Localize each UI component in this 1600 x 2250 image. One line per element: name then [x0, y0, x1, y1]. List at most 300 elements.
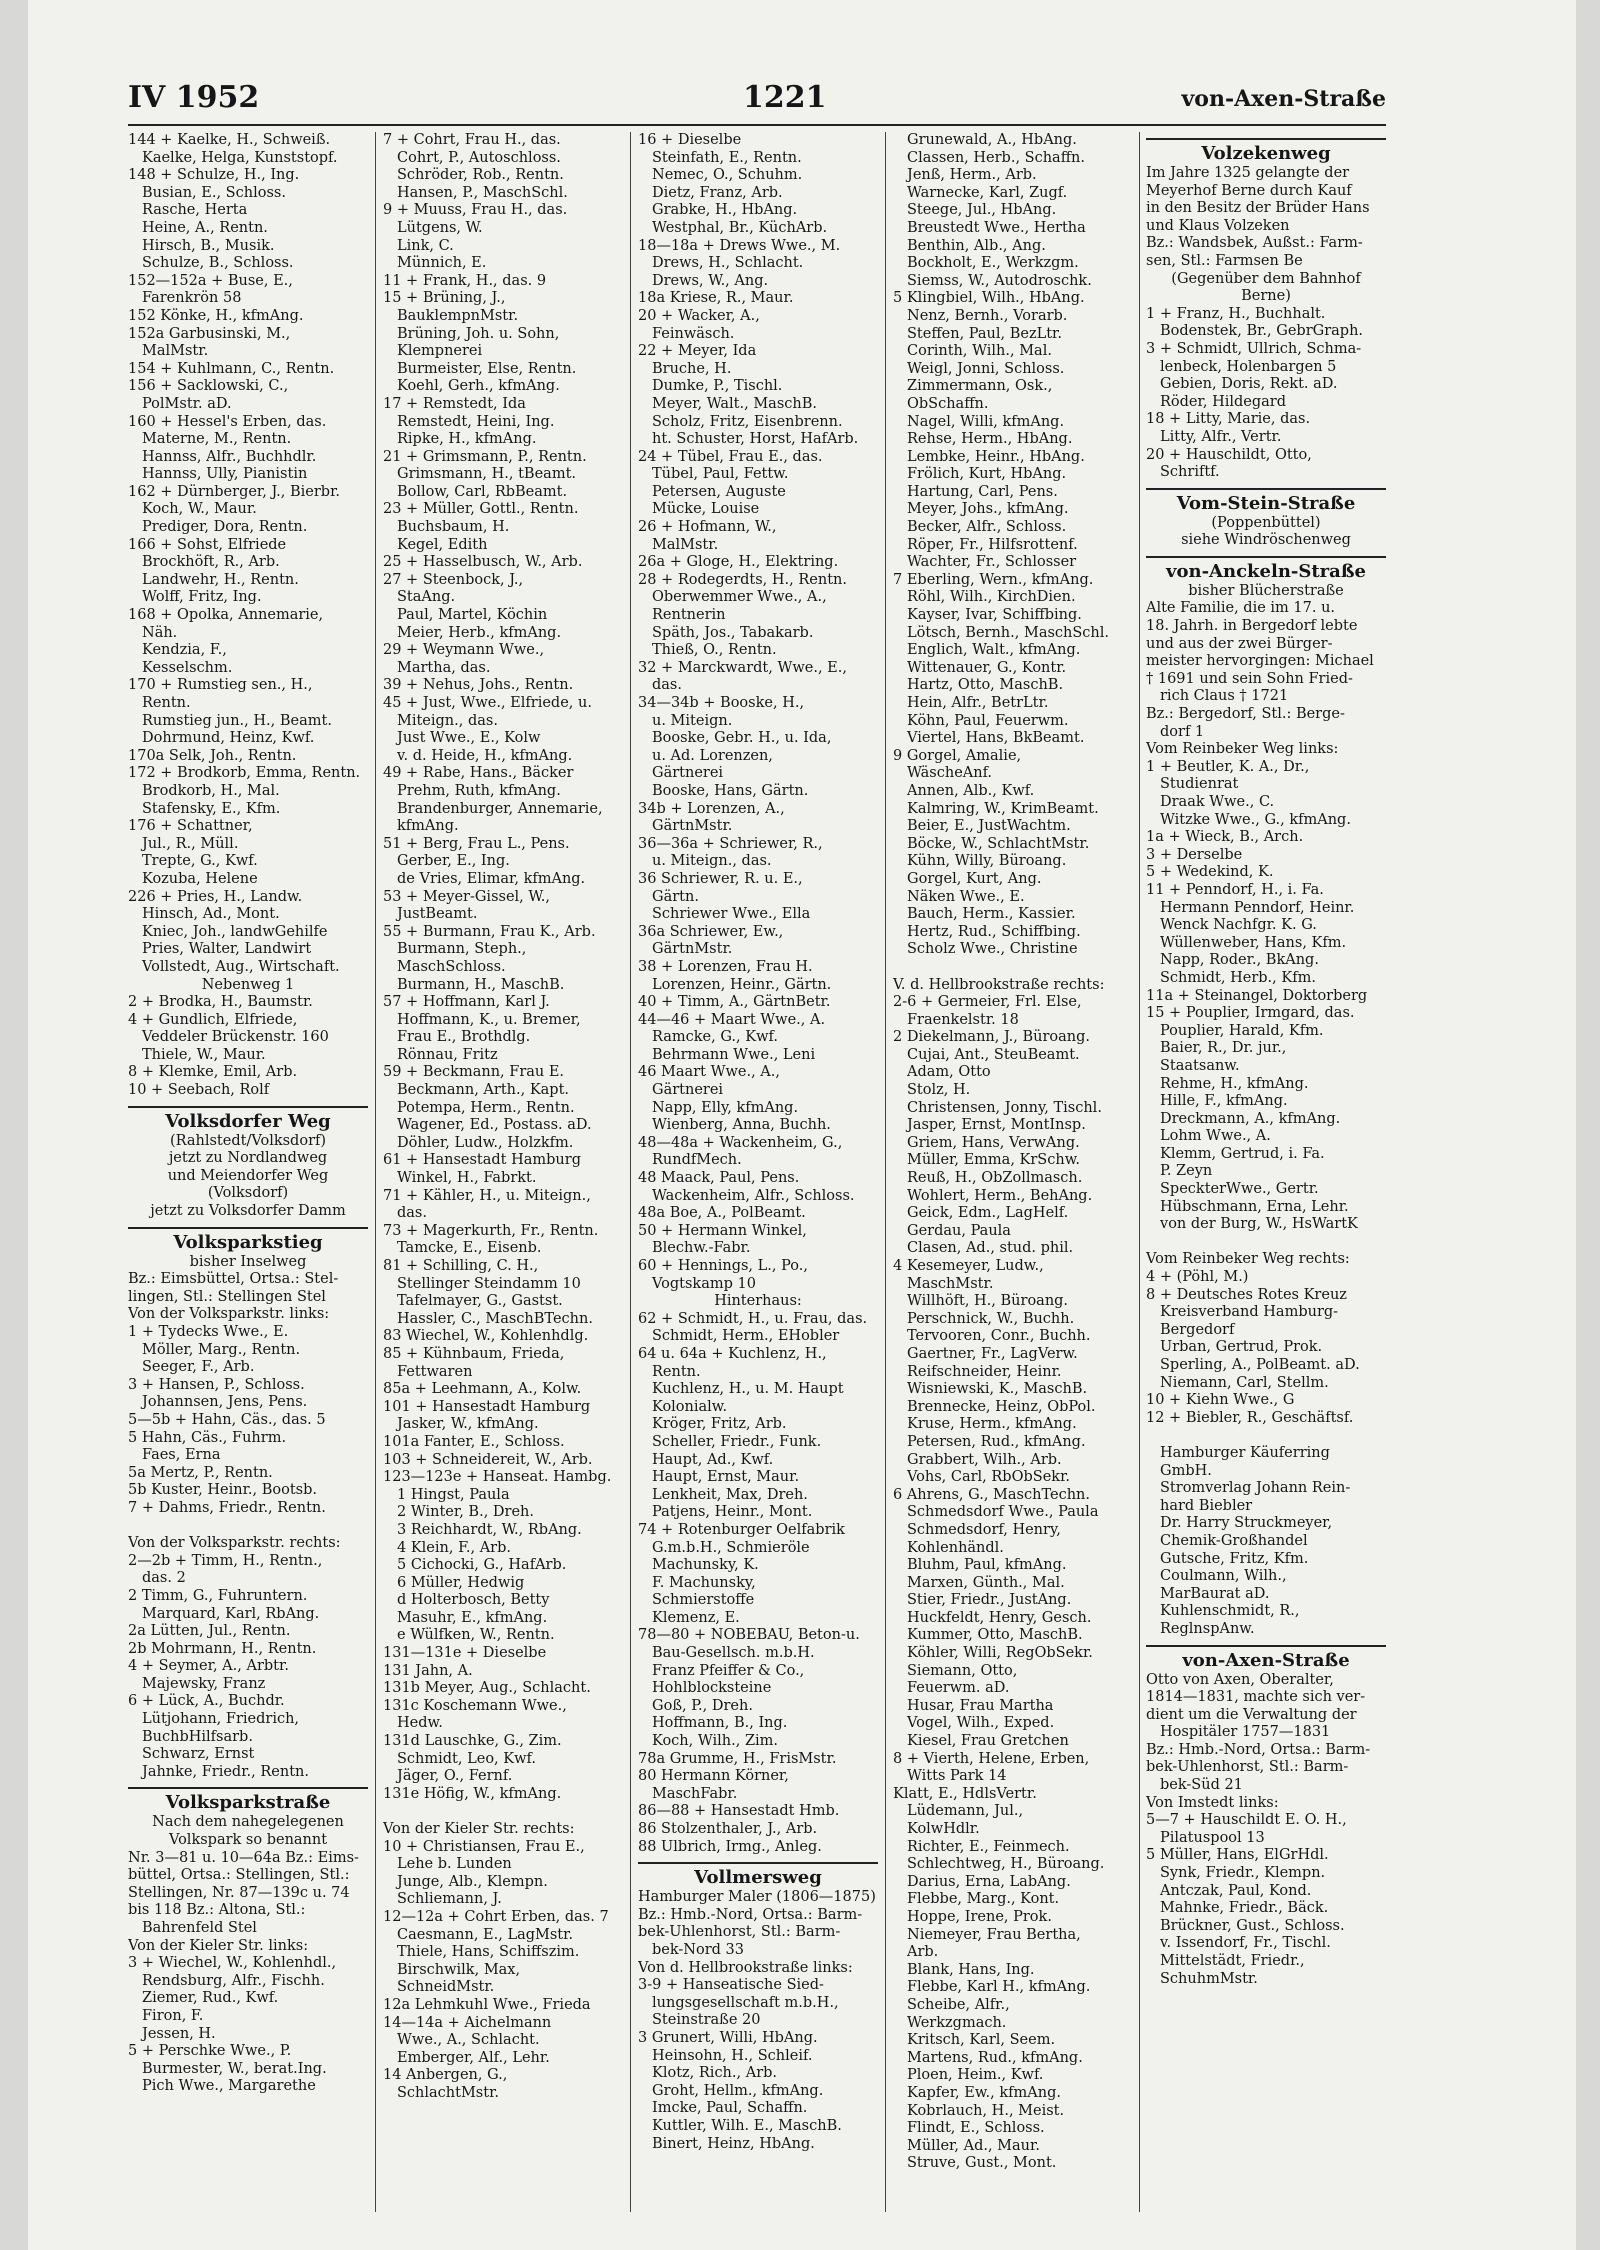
directory-entry: 3 Grunert, Willi, HbAng.	[638, 2029, 818, 2046]
directory-entry: Hille, F., kfmAng.	[1160, 1093, 1288, 1110]
directory-entry: Brennecke, Heinz, ObPol.	[907, 1398, 1096, 1415]
directory-entry: 18a Kriese, R., Maur.	[638, 290, 794, 307]
directory-entry: 12—12a + Cohrt Erben, das. 7	[383, 1908, 609, 1925]
directory-entry: ObSchaffn.	[907, 395, 989, 412]
directory-page	[128, 72, 1386, 2222]
directory-entry: 15 + Pouplier, Irmgard, das.	[1146, 1005, 1355, 1022]
directory-entry: Hamburger Maler (1806—1875)	[638, 1889, 876, 1906]
directory-entry: Pouplier, Harald, Kfm.	[1160, 1022, 1324, 1039]
directory-entry: Von der Volksparkstr. links:	[128, 1306, 330, 1323]
directory-entry: Koch, W., Maur.	[142, 501, 257, 518]
directory-entry: Rehme, H., kfmAng.	[1160, 1075, 1309, 1092]
directory-entry: lungsgesellschaft m.b.H.,	[652, 1994, 839, 2011]
directory-entry: 4 Kesemeyer, Ludw.,	[893, 1258, 1044, 1274]
directory-entry: Kiesel, Frau Gretchen	[907, 1733, 1069, 1750]
directory-entry: Urban, Gertrud, Prok.	[1160, 1339, 1323, 1356]
directory-entry: Wohlert, Herm., BehAng.	[907, 1187, 1093, 1204]
directory-entry: 18 + Litty, Marie, das.	[1146, 411, 1311, 428]
directory-entry: Paul, Martel, Köchin	[397, 607, 548, 624]
directory-entry: Dohrmund, Heinz, Kwf.	[142, 730, 315, 747]
directory-entry: Burmann, Steph.,	[397, 941, 527, 958]
directory-entry: 1 + Beutler, K. A., Dr.,	[1146, 758, 1310, 775]
directory-entry: 18. Jahrh. in Bergedorf lebte	[1146, 618, 1358, 635]
directory-entry: Lüdemann, Jul.,	[907, 1803, 1024, 1820]
directory-entry: Ripke, H., kfmAng.	[397, 431, 537, 448]
directory-entry: 11 + Penndorf, H., i. Fa.	[1146, 881, 1324, 898]
directory-entry: 2a Lütten, Jul., Rentn.	[128, 1623, 291, 1640]
directory-entry: Nr. 3—81 u. 10—64a Bz.: Eims-	[128, 1849, 359, 1866]
directory-entry: Brückner, Gust., Schloss.	[1160, 1917, 1345, 1934]
directory-entry: Steinfath, E., Rentn.	[652, 149, 802, 166]
directory-entry: 10 + Kiehn Wwe., G	[1146, 1392, 1295, 1409]
directory-entry: Dietz, Franz, Arb.	[652, 184, 783, 201]
directory-entry: Niemeyer, Frau Bertha,	[907, 1926, 1081, 1943]
directory-entry: Hamburger Käuferring	[1160, 1444, 1330, 1461]
directory-entry: Kapfer, Ew., kfmAng.	[907, 2084, 1061, 2101]
column-5	[1146, 132, 1386, 2222]
directory-entry: 85a + Leehmann, A., Kolw.	[383, 1381, 582, 1398]
directory-entry: Stier, Friedr., JustAng.	[907, 1592, 1072, 1609]
directory-entry: 78a Grumme, H., FrisMstr.	[638, 1750, 837, 1767]
directory-entry: 53 + Meyer-Gissel, W.,	[383, 888, 550, 905]
directory-entry: 27 + Steenbock, J.,	[383, 571, 524, 588]
directory-entry: 152—152a + Buse, E.,	[128, 272, 293, 289]
directory-entry: Bockholt, E., Werkzgm.	[907, 255, 1079, 272]
directory-entry: 1 + Tydecks Wwe., E.	[128, 1324, 289, 1340]
directory-entry: Kruse, Herm., kfmAng.	[907, 1416, 1077, 1433]
directory-entry: 3 Reichhardt, W., RbAng.	[397, 1521, 582, 1538]
directory-entry: 21 + Grimsmann, P., Rentn.	[383, 448, 587, 465]
directory-entry: Stellingen, Nr. 87—139c u. 74	[128, 1884, 350, 1901]
directory-entry: MarBaurat aD.	[1160, 1585, 1270, 1602]
directory-entry: 3 + Wiechel, W., Kohlenhdl.,	[128, 1955, 337, 1972]
directory-entry: Trepte, G., Kwf.	[142, 853, 258, 870]
directory-entry: 48—48a + Wackenheim, G.,	[638, 1134, 843, 1151]
directory-entry: Ploen, Heim., Kwf.	[907, 2067, 1044, 2084]
directory-entry: Klemm, Gertrud, i. Fa.	[1160, 1145, 1325, 1162]
directory-entry: 80 Hermann Körner,	[638, 1768, 789, 1785]
directory-entry: Mücke, Louise	[652, 501, 760, 518]
directory-entry	[1146, 1427, 1386, 1445]
street-note: Nebenweg 1	[201, 976, 295, 993]
directory-entry: 131b Meyer, Aug., Schlacht.	[383, 1680, 591, 1697]
directory-entry: 46 Maart Wwe., A.,	[638, 1064, 780, 1081]
directory-entry: Hertz, Rud., Schiffbing.	[907, 923, 1081, 940]
street-note: (Rahlstedt/Volksdorf)	[169, 1132, 327, 1149]
directory-entry: 17 + Remstedt, Ida	[383, 395, 526, 412]
directory-entry: 16 + Dieselbe	[638, 132, 742, 148]
directory-entry: Späth, Jos., Tabakarb.	[652, 624, 814, 641]
directory-entry: Vom Reinbeker Weg links:	[1146, 741, 1339, 758]
directory-entry: Hannss, Alfr., Buchhdlr.	[142, 448, 317, 465]
directory-entry: Ziemer, Rud., Kwf.	[142, 1990, 279, 2007]
directory-entry: Corinth, Wilh., Mal.	[907, 343, 1052, 360]
directory-entry: GärtnMstr.	[652, 941, 733, 958]
directory-entry: 131 Jahn, A.	[383, 1662, 473, 1679]
directory-entry: MaschFabr.	[652, 1785, 738, 1802]
directory-entry: Wagener, Ed., Postass. aD.	[397, 1117, 592, 1134]
directory-entry: P. Zeyn	[1160, 1163, 1213, 1180]
directory-entry: 5—5b + Hahn, Cäs., das. 5	[128, 1411, 326, 1428]
directory-entry: Hoppe, Irene, Prok.	[907, 1908, 1052, 1925]
directory-entry: 5 Hahn, Cäs., Fuhrm.	[128, 1429, 287, 1446]
directory-entry: 83 Wiechel, W., Kohlenhdlg.	[383, 1328, 589, 1345]
directory-entry: Lehe b. Lunden	[397, 1856, 512, 1873]
directory-entry: Johannsen, Jens, Pens.	[142, 1394, 308, 1411]
street-heading: Vollmersweg	[638, 1862, 878, 1889]
directory-entry: 131e Höfig, W., kfmAng.	[383, 1785, 562, 1802]
street-heading: Volzekenweg	[1146, 138, 1386, 165]
directory-entry: v. Issendorf, Fr., Tischl.	[1160, 1935, 1331, 1952]
directory-entry: Huckfeldt, Henry, Gesch.	[907, 1609, 1092, 1626]
directory-entry: 61 + Hansestadt Hamburg	[383, 1152, 581, 1169]
directory-entry: Möller, Marg., Rentn.	[142, 1341, 301, 1358]
directory-entry: 86—88 + Hansestadt Hmb.	[638, 1803, 840, 1820]
directory-entry: Wienberg, Anna, Buchh.	[652, 1117, 831, 1134]
directory-entry: Becker, Alfr., Schloss.	[907, 519, 1067, 536]
directory-entry: Schulze, B., Schloss.	[142, 255, 294, 272]
directory-entry: Gebien, Doris, Rekt. aD.	[1160, 376, 1338, 393]
directory-entry: GärtnMstr.	[652, 818, 733, 835]
directory-entry: Hansen, P., MaschSchl.	[397, 184, 568, 201]
directory-entry: 2 Diekelmann, J., Büroang.	[893, 1029, 1091, 1046]
directory-entry: Dumke, P., Tischl.	[652, 378, 783, 395]
directory-entry: Thieß, O., Rentn.	[652, 642, 777, 659]
directory-entry: 123—123e + Hanseat. Hambg.	[383, 1469, 612, 1486]
directory-entry: Englich, Walt., kfmAng.	[907, 642, 1081, 659]
directory-entry: 3 + Derselbe	[1146, 846, 1243, 863]
directory-entry: 36—36a + Schriewer, R.,	[638, 835, 823, 852]
directory-entry: MalMstr.	[652, 536, 719, 553]
street-heading: von-Axen-Straße	[1146, 1645, 1386, 1672]
directory-entry: Von der Kieler Str. rechts:	[383, 1821, 575, 1837]
directory-entry: Flebbe, Marg., Kont.	[907, 1891, 1060, 1908]
street-note: jetzt zu Volksdorfer Damm	[150, 1203, 346, 1220]
directory-entry: Pries, Walter, Landwirt	[142, 941, 312, 958]
directory-entry: Burmann, H., MaschB.	[397, 976, 565, 993]
directory-entry: Marxen, Günth., Mal.	[907, 1574, 1065, 1591]
directory-entry: Groht, Hellm., kfmAng.	[652, 2082, 824, 2099]
directory-entry: SchneidMstr.	[397, 1979, 495, 1996]
directory-entry: F. Machunsky,	[652, 1574, 756, 1591]
directory-entry: Stolz, H.	[907, 1082, 971, 1099]
directory-entry: RundfMech.	[652, 1152, 742, 1169]
directory-entry: Kuchlenz, H., u. M. Haupt	[652, 1381, 844, 1398]
directory-entry: Brandenburger, Annemarie,	[397, 800, 603, 817]
street-note: siehe Windröschenweg	[1181, 532, 1351, 549]
page-paper	[28, 0, 1576, 2250]
directory-entry: in den Besitz der Brüder Hans	[1146, 200, 1370, 217]
directory-entry: 50 + Hermann Winkel,	[638, 1222, 807, 1239]
directory-entry: Beckmann, Arth., Kapt.	[397, 1082, 570, 1099]
directory-entry: Hedw.	[397, 1715, 443, 1732]
street-note: (Gegenüber dem Bahnhof	[1171, 270, 1361, 287]
directory-entry: Grimsmann, H., tBeamt.	[397, 466, 576, 483]
directory-entry: Siemss, W., Autodroschk.	[907, 272, 1092, 289]
directory-entry: Adam, Otto	[907, 1064, 991, 1081]
directory-entry: Hein, Alfr., BetrLtr.	[907, 695, 1049, 711]
directory-entry: Schmidt, Leo, Kwf.	[397, 1750, 536, 1767]
directory-entry: Mahnke, Friedr., Bäck.	[1160, 1900, 1329, 1917]
directory-entry: 172 + Brodkorb, Emma, Rentn.	[128, 765, 361, 782]
directory-entry	[128, 1518, 368, 1536]
directory-entry: BuchbHilfsarb.	[142, 1728, 253, 1745]
directory-entry: Tafelmayer, G., Gastst.	[397, 1293, 563, 1310]
directory-entry: 40 + Timm, A., GärtnBetr.	[638, 994, 831, 1011]
directory-entry: Bollow, Carl, RbBeamt.	[397, 483, 568, 500]
directory-entry: Von d. Hellbrookstraße links:	[638, 1959, 853, 1976]
directory-entry: Lenkheit, Max, Dreh.	[652, 1486, 808, 1503]
directory-entry: Classen, Herb., Schaffn.	[907, 149, 1085, 166]
directory-entry: Gorgel, Kurt, Ang.	[907, 870, 1042, 887]
directory-entry: 8 + Deutsches Rotes Kreuz	[1146, 1286, 1347, 1303]
directory-entry: Kühn, Willy, Büroang.	[907, 853, 1067, 870]
directory-entry: Vogel, Wilh., Exped.	[907, 1715, 1055, 1732]
directory-entry: lingen, Stl.: Stellingen Stel	[128, 1288, 326, 1305]
directory-entry: Blechw.-Fabr.	[652, 1240, 751, 1257]
directory-entry: 1814—1831, machte sich ver-	[1146, 1689, 1366, 1706]
directory-entry: Bz.: Bergedorf, Stl.: Berge-	[1146, 706, 1345, 723]
directory-entry: 36a Schriewer, Ew.,	[638, 923, 784, 940]
directory-entry: Antczak, Paul, Kond.	[1160, 1882, 1312, 1899]
directory-entry: Schmidt, Herb., Kfm.	[1160, 969, 1316, 986]
directory-entry: Napp, Roder., BkAng.	[1160, 952, 1319, 969]
directory-entry: Tübel, Paul, Fettw.	[652, 466, 789, 483]
directory-entry: Müller, Ad., Maur.	[907, 2137, 1040, 2154]
directory-entry: Pilatuspool 13	[1160, 1829, 1265, 1846]
directory-entry: Rentn.	[652, 1363, 701, 1380]
directory-entry: 3 + Schmidt, Ullrich, Schma-	[1146, 340, 1362, 357]
directory-entry: Koehl, Gerh., kfmAng.	[397, 378, 560, 395]
directory-entry: Rentnerin	[652, 607, 726, 624]
directory-entry: 4 + Gundlich, Elfriede,	[128, 1011, 298, 1028]
directory-entry: 44—46 + Maart Wwe., A.	[638, 1011, 826, 1028]
directory-entry: Farenkrön 58	[142, 290, 242, 307]
directory-entry: 131—131e + Dieselbe	[383, 1645, 547, 1662]
directory-entry: Prehm, Ruth, kfmAng.	[397, 782, 561, 799]
directory-entry: Schliemann, J.	[397, 1891, 502, 1908]
directory-entry: Brockhöft, R., Arb.	[142, 554, 280, 571]
street-note: Hinterhaus:	[714, 1293, 802, 1310]
directory-entry: PolMstr. aD.	[142, 395, 232, 412]
directory-entry: Otto von Axen, Oberalter,	[1146, 1671, 1334, 1688]
directory-entry: 2 Winter, B., Dreh.	[397, 1504, 534, 1521]
directory-entry: Müller, Emma, KrSchw.	[907, 1152, 1081, 1169]
directory-entry: Staatsanw.	[1160, 1057, 1240, 1074]
directory-entry: Machunsky, K.	[652, 1557, 759, 1574]
directory-entry: Scholz, Fritz, Eisenbrenn.	[652, 413, 843, 430]
directory-entry: WäscheAnf.	[907, 765, 993, 782]
directory-entry: Jasper, Ernst, MontInsp.	[907, 1117, 1086, 1134]
directory-entry: Blank, Hans, Ing.	[907, 1961, 1035, 1978]
directory-entry: Clasen, Ad., stud. phil.	[907, 1240, 1074, 1257]
directory-entry: 45 + Just, Wwe., Elfriede, u.	[383, 695, 592, 711]
directory-entry: 5 + Perschke Wwe., P.	[128, 2043, 292, 2060]
directory-entry: Materne, M., Rentn.	[142, 431, 292, 448]
directory-entry: 71 + Kähler, H., u. Miteign.,	[383, 1187, 591, 1204]
directory-entry: 168 + Opolka, Annemarie,	[128, 607, 324, 624]
directory-entry: Booske, Gebr. H., u. Ida,	[652, 730, 832, 747]
directory-entry: 32 + Marckwardt, Wwe., E.,	[638, 659, 847, 676]
directory-entry: Gaertner, Fr., LagVerw.	[907, 1345, 1078, 1362]
directory-entry: Perschnick, W., Buchh.	[907, 1310, 1075, 1327]
column-divider	[885, 132, 886, 2212]
directory-entry: Fraenkelstr. 18	[907, 1011, 1019, 1028]
header-street: von-Axen-Straße	[1181, 86, 1386, 112]
street-note: (Volksdorf)	[207, 1185, 289, 1202]
directory-entry: Bauch, Herm., Kassier.	[907, 906, 1076, 923]
directory-entry: Bau-Gesellsch. m.b.H.	[652, 1645, 815, 1662]
directory-entry: JustBeamt.	[397, 906, 478, 923]
directory-entry: 49 + Rabe, Hans., Bäcker	[383, 765, 574, 782]
directory-entry: Viertel, Hans, BkBeamt.	[907, 730, 1085, 747]
directory-entry: Miteign., das.	[397, 712, 498, 729]
directory-entry: Breustedt Wwe., Hertha	[907, 219, 1086, 236]
directory-entry: Hartung, Carl, Pens.	[907, 483, 1058, 500]
directory-entry: u. Miteign., das.	[652, 853, 772, 870]
directory-entry: Annen, Alb., Kwf.	[907, 782, 1035, 799]
column-4	[893, 132, 1133, 2222]
directory-entry: Vollstedt, Aug., Wirtschaft.	[142, 958, 340, 975]
directory-entry: StaAng.	[397, 589, 456, 606]
directory-entry: Haupt, Ad., Kwf.	[652, 1451, 774, 1468]
directory-entry: 10 + Seebach, Rolf	[128, 1082, 270, 1099]
column-divider	[1139, 132, 1140, 2212]
directory-entry: Gärtnerei	[652, 1082, 724, 1099]
directory-entry: KolwHdlr.	[907, 1821, 980, 1837]
directory-entry: e Wülfken, W., Rentn.	[397, 1627, 555, 1644]
directory-entry: V. d. Hellbrookstraße rechts:	[893, 976, 1105, 993]
directory-entry: 144 + Kaelke, H., Schweiß.	[128, 132, 331, 148]
directory-entry: Nenz, Bernh., Vorarb.	[907, 307, 1068, 324]
directory-entry: Witts Park 14	[907, 1768, 1007, 1785]
directory-entry: Kegel, Edith	[397, 536, 488, 553]
directory-entry: Arb.	[907, 1944, 939, 1961]
street-heading: Vom-Stein-Straße	[1146, 488, 1386, 515]
directory-entry: Geick, Edm., LagHelf.	[907, 1205, 1069, 1222]
directory-entry: Jäger, O., Fernf.	[397, 1768, 513, 1785]
directory-entry: Lorenzen, Heinr., Gärtn.	[652, 976, 832, 993]
directory-entry: Behrmann Wwe., Leni	[652, 1046, 816, 1063]
directory-entry: 5 Cichocki, G., HafArb.	[397, 1557, 567, 1574]
street-note: jetzt zu Nordlandweg	[168, 1150, 328, 1167]
directory-entry: Nagel, Willi, kfmAng.	[907, 413, 1065, 430]
directory-entry: 12 + Biebler, R., Geschäftsf.	[1146, 1409, 1354, 1426]
directory-entry: Pich Wwe., Margarethe	[142, 2078, 316, 2095]
directory-entry: 28 + Rodegerdts, H., Rentn.	[638, 571, 847, 588]
directory-entry: Klatt, E., HdlsVertr.	[893, 1785, 1037, 1802]
directory-entry: und Klaus Volzeken	[1146, 217, 1290, 234]
directory-entry: 152 Könke, H., kfmAng.	[128, 307, 304, 324]
directory-entry: Rentn.	[142, 695, 191, 711]
directory-entry: 7 Eberling, Wern., kfmAng.	[893, 571, 1094, 588]
directory-entry: Wachter, Fr., Schlosser	[907, 554, 1077, 571]
street-heading: Volksparkstieg	[128, 1227, 368, 1254]
directory-entry: 38 + Lorenzen, Frau H.	[638, 958, 813, 975]
directory-entry: 131d Lauschke, G., Zim.	[383, 1733, 562, 1750]
directory-entry: bis 118 Bz.: Altona, Stl.:	[128, 1902, 306, 1919]
directory-entry: Firon, F.	[142, 2007, 204, 2024]
directory-entry: Stellinger Steindamm 10	[397, 1275, 581, 1292]
directory-entry: Draak Wwe., C.	[1160, 794, 1275, 810]
directory-entry: 152a Garbusinski, M.,	[128, 325, 291, 342]
directory-entry: Grunewald, A., HbAng.	[907, 132, 1077, 148]
directory-entry: Synk, Friedr., Klempn.	[1160, 1865, 1326, 1882]
directory-entry: Landwehr, H., Rentn.	[142, 571, 299, 588]
directory-entry: Bz.: Eimsbüttel, Ortsa.: Stel-	[128, 1271, 339, 1288]
directory-entry: Seeger, F., Arb.	[142, 1359, 255, 1376]
directory-entry: 36 Schriewer, R. u. E.,	[638, 870, 803, 887]
directory-entry: Dreckmann, A., kfmAng.	[1160, 1110, 1341, 1127]
directory-entry: Klotz, Rich., Arb.	[652, 2065, 778, 2082]
directory-entry: und aus der zwei Bürger-	[1146, 635, 1333, 652]
directory-entry: Lütjohann, Friedrich,	[142, 1711, 300, 1728]
street-heading: Volksdorfer Weg	[128, 1106, 368, 1133]
directory-entry: 14—14a + Aichelmann	[383, 2014, 552, 2031]
directory-entry: 24 + Tübel, Frau E., das.	[638, 448, 823, 465]
directory-entry: 170a Selk, Joh., Rentn.	[128, 747, 297, 764]
directory-entry: Wittenauer, G., Kontr.	[907, 659, 1067, 676]
directory-entry: Köhler, Willi, RegObSekr.	[907, 1645, 1093, 1662]
directory-entry: Oberwemmer Wwe., A.,	[652, 589, 827, 606]
directory-entry: Wolff, Fritz, Ing.	[142, 589, 262, 606]
directory-entry: 5 Müller, Hans, ElGrHdl.	[1146, 1847, 1329, 1864]
directory-entry: Brüning, Joh. u. Sohn,	[397, 325, 560, 342]
directory-entry: GmbH.	[1160, 1462, 1212, 1479]
directory-entry: Petersen, Auguste	[652, 483, 786, 500]
directory-entry: Wwe., A., Schlacht.	[397, 2032, 540, 2049]
directory-entry: Faes, Erna	[142, 1447, 221, 1464]
directory-entry: 8 + Klemke, Emil, Arb.	[128, 1064, 298, 1081]
directory-entry: Lötsch, Bernh., MaschSchl.	[907, 624, 1110, 641]
directory-entry: 5a Mertz, P., Rentn.	[128, 1464, 273, 1481]
directory-entry: 1a + Wieck, B., Arch.	[1146, 829, 1304, 846]
directory-entry: Von Imstedt links:	[1146, 1794, 1279, 1811]
directory-entry: 6 Ahrens, G., MaschTechn.	[893, 1486, 1090, 1503]
directory-entry: Gärtnerei	[652, 765, 724, 782]
page-number: 1221	[743, 80, 827, 115]
directory-entry: 5b Kuster, Heinr., Bootsb.	[128, 1482, 318, 1499]
directory-entry: Schröder, Rob., Rentn.	[397, 167, 564, 184]
directory-entry: u. Miteign.	[652, 712, 733, 729]
directory-entry: Rendsburg, Alfr., Fischh.	[142, 1972, 325, 1989]
directory-entry: Grabke, H., HbAng.	[652, 202, 798, 219]
directory-entry: Link, C.	[397, 237, 454, 254]
column-1	[128, 132, 368, 2222]
directory-entry: 170 + Rumstieg sen., H.,	[128, 677, 313, 694]
directory-entry: Booske, Hans, Gärtn.	[652, 782, 809, 799]
directory-entry: v. d. Heide, H., kfmAng.	[397, 747, 573, 764]
directory-entry: Grabbert, Wilh., Arb.	[907, 1451, 1062, 1468]
directory-entry: Hermann Penndorf, Heinr.	[1160, 899, 1355, 916]
directory-entry: Bz.: Wandsbek, Außst.: Farm-	[1146, 235, 1363, 252]
directory-entry: Kobrlauch, H., Meist.	[907, 2102, 1065, 2119]
directory-entry: Alte Familie, die im 17. u.	[1146, 600, 1336, 617]
directory-entry: Kniec, Joh., landwGehilfe	[142, 923, 328, 940]
directory-entry: SpeckterWwe., Gertr.	[1160, 1181, 1319, 1198]
directory-entry: Kozuba, Helene	[142, 870, 258, 887]
directory-entry: Imcke, Paul, Schaffn.	[652, 2100, 808, 2117]
directory-entry: Kaelke, Helga, Kunststopf.	[142, 149, 338, 166]
directory-entry: Prediger, Dora, Rentn.	[142, 519, 308, 536]
directory-entry: büttel, Ortsa.: Stellingen, Stl.:	[128, 1867, 350, 1884]
directory-entry: Scholz Wwe., Christine	[907, 941, 1078, 958]
directory-entry: Ramcke, G., Kwf.	[652, 1029, 778, 1046]
directory-entry: Schmierstoffe	[652, 1592, 755, 1609]
directory-entry: Jenß, Herm., Arb.	[907, 167, 1037, 184]
directory-entry: 131c Koschemann Wwe.,	[383, 1697, 567, 1714]
directory-entry: Cujai, Ant., SteuBeamt.	[907, 1046, 1080, 1063]
